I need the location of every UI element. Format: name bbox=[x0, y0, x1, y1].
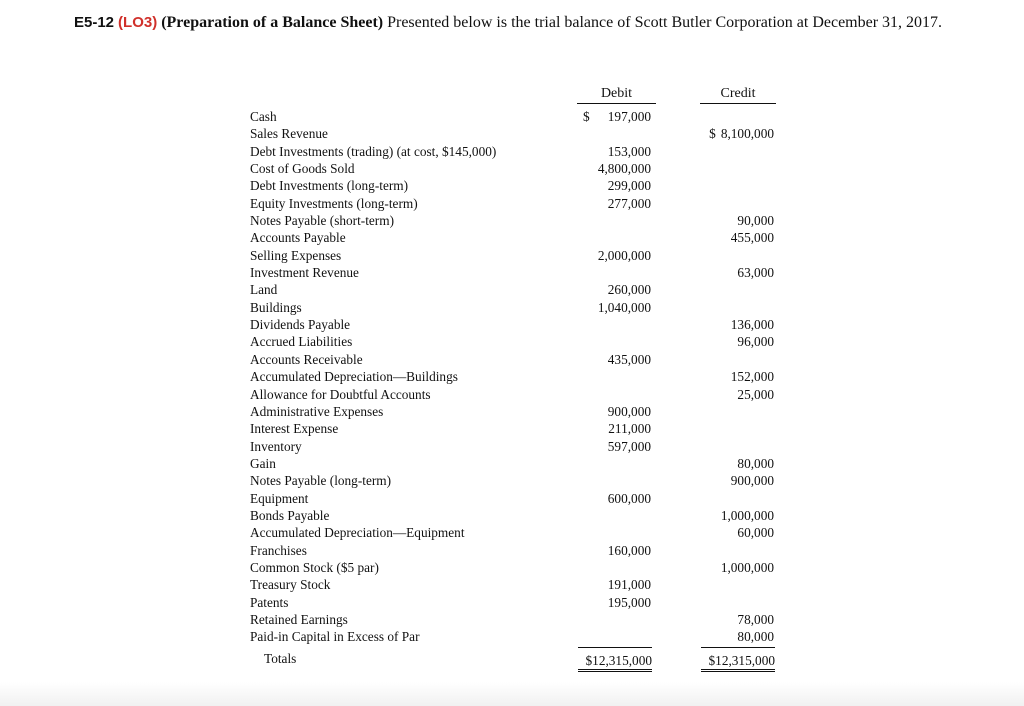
account-name: Equity Investments (long-term) bbox=[250, 195, 418, 211]
credit-amount: 136,000 bbox=[730, 317, 774, 333]
account-name: Allowance for Doubtful Accounts bbox=[250, 386, 431, 402]
table-row bbox=[250, 594, 790, 611]
exercise-prompt: Presented below is the trial balance of Scott Butler Corporation at December 31, 2017. bbox=[387, 14, 943, 31]
credit-amount: 90,000 bbox=[737, 213, 774, 229]
credit-currency-sign: $ bbox=[709, 126, 716, 142]
table-row bbox=[250, 229, 790, 246]
debit-amount: 195,000 bbox=[607, 594, 651, 610]
table-row bbox=[250, 472, 790, 489]
debit-amount: 197,000 bbox=[607, 109, 651, 124]
table-row bbox=[250, 247, 790, 264]
credit-amount: 25,000 bbox=[737, 386, 774, 402]
credit-cell bbox=[731, 368, 774, 385]
account-name: Selling Expenses bbox=[250, 247, 342, 263]
table-row bbox=[250, 160, 790, 177]
debit-amount: 211,000 bbox=[608, 421, 651, 437]
debit-amount: 160,000 bbox=[607, 542, 651, 558]
credit-cell bbox=[709, 125, 774, 142]
account-name: Treasury Stock bbox=[250, 577, 331, 593]
table-row bbox=[250, 542, 790, 559]
account-name: Buildings bbox=[250, 299, 302, 315]
credit-cell bbox=[731, 229, 774, 246]
account-name: Debt Investments (long-term) bbox=[250, 178, 409, 194]
account-name: Patents bbox=[250, 594, 289, 610]
credit-cell bbox=[721, 559, 774, 576]
table-row bbox=[250, 264, 790, 281]
account-name: Common Stock ($5 par) bbox=[250, 559, 379, 575]
table-row bbox=[250, 333, 790, 350]
account-name: Paid-in Capital in Excess of Par bbox=[250, 629, 420, 645]
exercise-heading bbox=[74, 12, 974, 33]
credit-amount: 80,000 bbox=[737, 629, 774, 645]
table-row bbox=[250, 143, 790, 160]
total-debit: $12,315,000 bbox=[578, 647, 652, 672]
debit-amount: 277,000 bbox=[607, 195, 651, 211]
account-name: Franchises bbox=[250, 542, 307, 558]
table-row bbox=[250, 628, 790, 645]
table-row bbox=[250, 316, 790, 333]
table-row bbox=[250, 611, 790, 628]
debit-amount: 4,800,000 bbox=[597, 161, 651, 177]
account-name: Accounts Payable bbox=[250, 230, 346, 246]
credit-cell bbox=[737, 455, 774, 472]
debit-amount: 597,000 bbox=[607, 438, 651, 454]
credit-amount: 96,000 bbox=[737, 334, 774, 350]
table-row bbox=[250, 576, 790, 593]
table-row bbox=[250, 403, 790, 420]
account-name: Investment Revenue bbox=[250, 265, 359, 281]
credit-cell bbox=[737, 524, 774, 541]
account-name: Accumulated Depreciation—Buildings bbox=[250, 369, 458, 385]
table-row bbox=[250, 420, 790, 437]
account-name: Notes Payable (long-term) bbox=[250, 473, 392, 489]
table-row bbox=[250, 524, 790, 541]
table-row bbox=[250, 299, 790, 316]
account-name: Gain bbox=[250, 455, 276, 471]
account-name: Dividends Payable bbox=[250, 317, 351, 333]
account-name: Equipment bbox=[250, 490, 309, 506]
credit-amount: 152,000 bbox=[730, 369, 774, 385]
credit-amount: 80,000 bbox=[737, 455, 774, 471]
table-row bbox=[250, 559, 790, 576]
table-row bbox=[250, 386, 790, 403]
table-row bbox=[250, 438, 790, 455]
table-row bbox=[250, 212, 790, 229]
account-name: Accounts Receivable bbox=[250, 351, 363, 367]
debit-amount: 260,000 bbox=[607, 282, 651, 298]
credit-amount: 8,100,000 bbox=[720, 126, 774, 142]
credit-cell bbox=[737, 628, 774, 645]
account-name: Administrative Expenses bbox=[250, 403, 384, 419]
exercise-number: E5-12 bbox=[74, 14, 115, 31]
credit-cell bbox=[737, 333, 774, 350]
table-row bbox=[250, 351, 790, 368]
debit-amount: 435,000 bbox=[607, 351, 651, 367]
debit-column-header: Debit bbox=[577, 86, 656, 104]
table-row bbox=[250, 281, 790, 298]
credit-cell bbox=[737, 386, 774, 403]
credit-column-header: Credit bbox=[700, 86, 776, 104]
table-row bbox=[250, 490, 790, 507]
debit-amount: 900,000 bbox=[607, 403, 651, 419]
credit-cell bbox=[737, 611, 774, 628]
debit-amount: 153,000 bbox=[607, 143, 651, 159]
debit-amount: 1,040,000 bbox=[597, 299, 651, 315]
account-name: Inventory bbox=[250, 438, 302, 454]
account-name: Land bbox=[250, 282, 278, 298]
account-name: Interest Expense bbox=[250, 421, 339, 437]
credit-amount: 1,000,000 bbox=[720, 559, 774, 575]
account-name: Sales Revenue bbox=[250, 126, 328, 142]
table-row bbox=[250, 108, 790, 125]
debit-amount: 600,000 bbox=[607, 490, 651, 506]
page-bottom-edge bbox=[0, 682, 1024, 706]
account-name: Notes Payable (short-term) bbox=[250, 213, 395, 229]
credit-amount: 63,000 bbox=[737, 265, 774, 281]
debit-currency-sign: $ bbox=[583, 109, 590, 124]
credit-amount: 900,000 bbox=[730, 473, 774, 489]
table-row bbox=[250, 177, 790, 194]
credit-cell bbox=[737, 264, 774, 281]
account-name: Retained Earnings bbox=[250, 611, 348, 627]
debit-amount: 191,000 bbox=[607, 577, 651, 593]
credit-amount: 455,000 bbox=[730, 230, 774, 246]
debit-amount: 299,000 bbox=[607, 178, 651, 194]
credit-amount: 1,000,000 bbox=[720, 507, 774, 523]
totals-label: Totals bbox=[264, 651, 297, 666]
account-name: Debt Investments (trading) (at cost, $145,000) bbox=[250, 143, 497, 159]
account-name: Accrued Liabilities bbox=[250, 334, 353, 350]
account-name: Cash bbox=[250, 109, 277, 124]
credit-amount: 78,000 bbox=[737, 611, 774, 627]
total-credit: $12,315,000 bbox=[701, 647, 775, 672]
trial-balance-table bbox=[250, 108, 790, 646]
credit-amount: 60,000 bbox=[737, 525, 774, 541]
credit-cell bbox=[731, 472, 774, 489]
credit-cell bbox=[737, 212, 774, 229]
account-name: Bonds Payable bbox=[250, 507, 330, 523]
debit-amount: 2,000,000 bbox=[597, 247, 651, 263]
credit-cell bbox=[731, 316, 774, 333]
credit-cell bbox=[721, 507, 774, 524]
table-row bbox=[250, 125, 790, 142]
table-row bbox=[250, 368, 790, 385]
table-row bbox=[250, 455, 790, 472]
learning-objective: (LO3) bbox=[118, 14, 158, 31]
table-row bbox=[250, 507, 790, 524]
table-row bbox=[250, 195, 790, 212]
account-name: Accumulated Depreciation—Equipment bbox=[250, 525, 465, 541]
account-name: Cost of Goods Sold bbox=[250, 161, 355, 177]
exercise-topic: (Preparation of a Balance Sheet) bbox=[161, 14, 384, 31]
